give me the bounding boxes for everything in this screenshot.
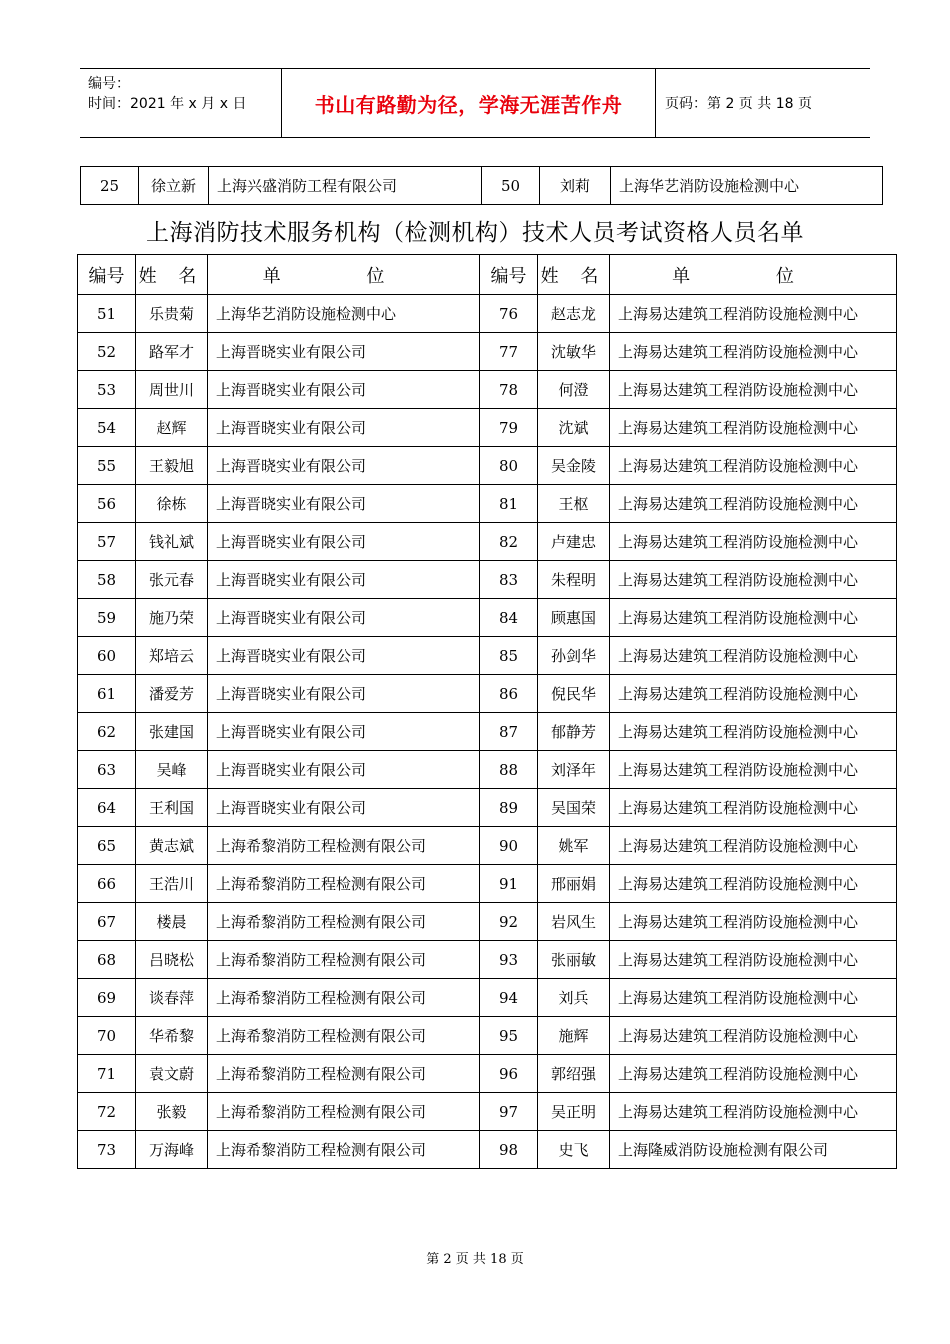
cell-num: 92 xyxy=(480,903,538,941)
cell-num: 95 xyxy=(480,1017,538,1055)
table-row xyxy=(78,295,897,333)
cell-unit: 上海希黎消防工程检测有限公司 xyxy=(208,979,480,1017)
cell-name: 王利国 xyxy=(136,789,208,827)
table-row xyxy=(78,409,897,447)
cell-name: 张毅 xyxy=(136,1093,208,1131)
cell-num: 57 xyxy=(78,523,136,561)
cell-num: 73 xyxy=(78,1131,136,1169)
page-label: 页码：第 2 页 共 18 页 xyxy=(665,96,812,112)
time-label: 时间：2021 年 x 月 x 日 xyxy=(88,96,247,112)
cell-name: 黄志斌 xyxy=(136,827,208,865)
cell-name: 刘莉 xyxy=(540,167,611,205)
cell-unit: 上海晋晓实业有限公司 xyxy=(208,675,480,713)
cell-unit: 上海晋晓实业有限公司 xyxy=(208,789,480,827)
cell-unit: 上海晋晓实业有限公司 xyxy=(208,523,480,561)
cell-name: 王枢 xyxy=(538,485,610,523)
cell-num: 65 xyxy=(78,827,136,865)
cell-unit: 上海晋晓实业有限公司 xyxy=(208,333,480,371)
slogan: 书山有路勤为径，学海无涯苦作舟 xyxy=(314,92,623,117)
cell-name: 王浩川 xyxy=(136,865,208,903)
cell-num: 64 xyxy=(78,789,136,827)
cell-num: 51 xyxy=(78,295,136,333)
cell-num: 77 xyxy=(480,333,538,371)
table-row xyxy=(78,1131,897,1169)
cell-unit: 上海易达建筑工程消防设施检测中心 xyxy=(610,599,897,637)
cell-name: 施辉 xyxy=(538,1017,610,1055)
cell-num: 55 xyxy=(78,447,136,485)
table-row xyxy=(78,333,897,371)
cell-num: 60 xyxy=(78,637,136,675)
cell-name: 顾惠国 xyxy=(538,599,610,637)
cell-name: 郁静芳 xyxy=(538,713,610,751)
cell-unit: 上海易达建筑工程消防设施检测中心 xyxy=(610,827,897,865)
cell-num: 80 xyxy=(480,447,538,485)
cell-unit: 上海易达建筑工程消防设施检测中心 xyxy=(610,1055,897,1093)
cell-unit: 上海易达建筑工程消防设施检测中心 xyxy=(610,1093,897,1131)
cell-unit: 上海易达建筑工程消防设施检测中心 xyxy=(610,295,897,333)
cell-num: 93 xyxy=(480,941,538,979)
cell-name: 王毅旭 xyxy=(136,447,208,485)
personnel-table xyxy=(77,254,897,1169)
cell-name: 万海峰 xyxy=(136,1131,208,1169)
cell-name: 朱程明 xyxy=(538,561,610,599)
serial-label: 编号： xyxy=(88,76,130,92)
cell-unit: 上海晋晓实业有限公司 xyxy=(208,637,480,675)
cell-name: 楼晨 xyxy=(136,903,208,941)
table-row xyxy=(78,1055,897,1093)
cell-unit: 上海易达建筑工程消防设施检测中心 xyxy=(610,713,897,751)
header-page-cell xyxy=(665,69,870,137)
cell-num: 59 xyxy=(78,599,136,637)
cell-unit: 上海晋晓实业有限公司 xyxy=(208,713,480,751)
cell-num: 53 xyxy=(78,371,136,409)
header-unit: 单 位 xyxy=(610,255,897,295)
cell-unit: 上海易达建筑工程消防设施检测中心 xyxy=(610,979,897,1017)
cell-num: 63 xyxy=(78,751,136,789)
table-row xyxy=(78,865,897,903)
cell-unit: 上海易达建筑工程消防设施检测中心 xyxy=(610,941,897,979)
table-row xyxy=(78,371,897,409)
cell-name: 沈敏华 xyxy=(538,333,610,371)
cell-name: 吴国荣 xyxy=(538,789,610,827)
cell-name: 郭绍强 xyxy=(538,1055,610,1093)
cell-name: 姚军 xyxy=(538,827,610,865)
cell-num: 56 xyxy=(78,485,136,523)
cell-num: 91 xyxy=(480,865,538,903)
table-row xyxy=(78,1093,897,1131)
cell-unit: 上海晋晓实业有限公司 xyxy=(208,371,480,409)
cell-unit: 上海易达建筑工程消防设施检测中心 xyxy=(610,409,897,447)
cell-num: 67 xyxy=(78,903,136,941)
cell-name: 岩风生 xyxy=(538,903,610,941)
document-title: 上海消防技术服务机构（检测机构）技术人员考试资格人员名单 xyxy=(146,220,804,246)
cell-num: 62 xyxy=(78,713,136,751)
header-num: 编号 xyxy=(78,255,136,295)
cell-unit: 上海晋晓实业有限公司 xyxy=(208,409,480,447)
table-row xyxy=(78,827,897,865)
cell-num: 89 xyxy=(480,789,538,827)
cell-num: 90 xyxy=(480,827,538,865)
table-row xyxy=(78,447,897,485)
cell-num: 72 xyxy=(78,1093,136,1131)
cell-num: 97 xyxy=(480,1093,538,1131)
cell-name: 沈斌 xyxy=(538,409,610,447)
cell-name: 史飞 xyxy=(538,1131,610,1169)
table-row xyxy=(78,599,897,637)
cell-name: 刘兵 xyxy=(538,979,610,1017)
cell-unit: 上海易达建筑工程消防设施检测中心 xyxy=(610,675,897,713)
cell-name: 张丽敏 xyxy=(538,941,610,979)
cell-unit: 上海晋晓实业有限公司 xyxy=(208,751,480,789)
cell-unit: 上海易达建筑工程消防设施检测中心 xyxy=(610,561,897,599)
cell-num: 79 xyxy=(480,409,538,447)
cell-name: 郑培云 xyxy=(136,637,208,675)
cell-num: 83 xyxy=(480,561,538,599)
cell-name: 刘泽年 xyxy=(538,751,610,789)
header-meta xyxy=(80,69,282,137)
table-row xyxy=(78,789,897,827)
cell-num: 69 xyxy=(78,979,136,1017)
table-row xyxy=(78,675,897,713)
cell-num: 88 xyxy=(480,751,538,789)
cell-unit: 上海易达建筑工程消防设施检测中心 xyxy=(610,371,897,409)
table-row xyxy=(78,941,897,979)
cell-unit: 上海兴盛消防工程有限公司 xyxy=(209,167,482,205)
table-row xyxy=(78,713,897,751)
cell-name: 张元春 xyxy=(136,561,208,599)
table-row xyxy=(78,1017,897,1055)
header-slogan-cell xyxy=(282,69,656,137)
cell-num: 81 xyxy=(480,485,538,523)
cell-unit: 上海易达建筑工程消防设施检测中心 xyxy=(610,751,897,789)
header-name: 姓 名 xyxy=(538,255,610,295)
cell-name: 谈春萍 xyxy=(136,979,208,1017)
cell-name: 卢建忠 xyxy=(538,523,610,561)
continuation-table xyxy=(80,166,883,205)
cell-num: 52 xyxy=(78,333,136,371)
cell-unit: 上海晋晓实业有限公司 xyxy=(208,485,480,523)
cell-num: 66 xyxy=(78,865,136,903)
cell-name: 吴正明 xyxy=(538,1093,610,1131)
cell-num: 86 xyxy=(480,675,538,713)
table-row xyxy=(78,637,897,675)
cell-name: 吕晓松 xyxy=(136,941,208,979)
cell-num: 87 xyxy=(480,713,538,751)
cell-unit: 上海易达建筑工程消防设施检测中心 xyxy=(610,865,897,903)
cell-name: 乐贵菊 xyxy=(136,295,208,333)
cell-unit: 上海希黎消防工程检测有限公司 xyxy=(208,1055,480,1093)
header-num: 编号 xyxy=(480,255,538,295)
cell-name: 邢丽娟 xyxy=(538,865,610,903)
cell-num: 68 xyxy=(78,941,136,979)
cell-name: 吴峰 xyxy=(136,751,208,789)
cell-unit: 上海易达建筑工程消防设施检测中心 xyxy=(610,637,897,675)
cell-name: 何澄 xyxy=(538,371,610,409)
table-row xyxy=(78,751,897,789)
header-unit: 单 位 xyxy=(208,255,480,295)
cell-num: 54 xyxy=(78,409,136,447)
cell-name: 倪民华 xyxy=(538,675,610,713)
cell-unit: 上海希黎消防工程检测有限公司 xyxy=(208,827,480,865)
cell-unit: 上海易达建筑工程消防设施检测中心 xyxy=(610,789,897,827)
cell-unit: 上海华艺消防设施检测中心 xyxy=(611,167,883,205)
cell-name: 赵志龙 xyxy=(538,295,610,333)
cell-name: 华希黎 xyxy=(136,1017,208,1055)
cell-unit: 上海希黎消防工程检测有限公司 xyxy=(208,903,480,941)
table-row xyxy=(78,903,897,941)
table-row xyxy=(78,979,897,1017)
header-name: 姓 名 xyxy=(136,255,208,295)
cell-unit: 上海希黎消防工程检测有限公司 xyxy=(208,941,480,979)
cell-name: 张建国 xyxy=(136,713,208,751)
cell-name: 吴金陵 xyxy=(538,447,610,485)
cell-name: 赵辉 xyxy=(136,409,208,447)
cell-num: 96 xyxy=(480,1055,538,1093)
cell-unit: 上海易达建筑工程消防设施检测中心 xyxy=(610,447,897,485)
cell-unit: 上海华艺消防设施检测中心 xyxy=(208,295,480,333)
cell-unit: 上海希黎消防工程检测有限公司 xyxy=(208,865,480,903)
cell-unit: 上海易达建筑工程消防设施检测中心 xyxy=(610,333,897,371)
cell-unit: 上海希黎消防工程检测有限公司 xyxy=(208,1017,480,1055)
cell-num: 84 xyxy=(480,599,538,637)
cell-unit: 上海晋晓实业有限公司 xyxy=(208,561,480,599)
cell-num: 50 xyxy=(482,167,540,205)
page-footer: 第 2 页 共 18 页 xyxy=(426,1252,524,1267)
cell-name: 徐立新 xyxy=(139,167,209,205)
cell-name: 周世川 xyxy=(136,371,208,409)
cell-num: 78 xyxy=(480,371,538,409)
cell-num: 70 xyxy=(78,1017,136,1055)
table-row xyxy=(78,485,897,523)
cell-num: 98 xyxy=(480,1131,538,1169)
table-row xyxy=(81,167,883,205)
cell-unit: 上海晋晓实业有限公司 xyxy=(208,599,480,637)
cell-unit: 上海易达建筑工程消防设施检测中心 xyxy=(610,485,897,523)
table-row xyxy=(78,561,897,599)
table-row xyxy=(78,523,897,561)
cell-name: 徐栋 xyxy=(136,485,208,523)
cell-num: 94 xyxy=(480,979,538,1017)
cell-num: 58 xyxy=(78,561,136,599)
cell-unit: 上海易达建筑工程消防设施检测中心 xyxy=(610,903,897,941)
cell-num: 82 xyxy=(480,523,538,561)
cell-unit: 上海易达建筑工程消防设施检测中心 xyxy=(610,523,897,561)
cell-name: 袁文蔚 xyxy=(136,1055,208,1093)
cell-name: 钱礼斌 xyxy=(136,523,208,561)
cell-unit: 上海晋晓实业有限公司 xyxy=(208,447,480,485)
cell-num: 85 xyxy=(480,637,538,675)
cell-unit: 上海易达建筑工程消防设施检测中心 xyxy=(610,1017,897,1055)
cell-name: 路军才 xyxy=(136,333,208,371)
cell-num: 71 xyxy=(78,1055,136,1093)
table-header-row xyxy=(78,255,897,295)
cell-name: 施乃荣 xyxy=(136,599,208,637)
cell-num: 61 xyxy=(78,675,136,713)
cell-name: 潘爱芳 xyxy=(136,675,208,713)
cell-num: 25 xyxy=(81,167,139,205)
cell-num: 76 xyxy=(480,295,538,333)
cell-name: 孙剑华 xyxy=(538,637,610,675)
cell-unit: 上海希黎消防工程检测有限公司 xyxy=(208,1131,480,1169)
cell-unit: 上海希黎消防工程检测有限公司 xyxy=(208,1093,480,1131)
cell-unit: 上海隆威消防设施检测有限公司 xyxy=(610,1131,897,1169)
page-header xyxy=(80,68,870,138)
